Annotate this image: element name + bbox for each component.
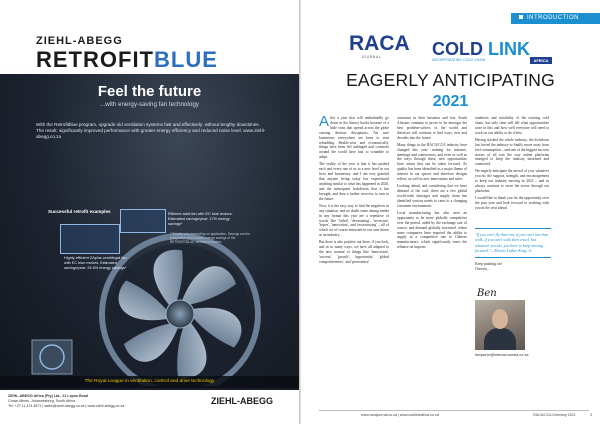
retrofit-examples-label: Successful retrofit examples <box>48 209 111 214</box>
africa-tag: AFRICA <box>530 57 552 64</box>
fan-hub <box>166 300 194 328</box>
paragraph: Many things in the RACA/CCA industry have changed this year: training for instance, meetings and conferences, and even as well as the ways through these, new opportunities have arisen that can be taken forward. As quality has been identified as a major theme of interest in our spaces and therefore designs reflect, as well as new innovations and safer. <box>397 142 467 182</box>
article-column-2 <box>397 116 467 252</box>
paragraph: Looking ahead, and considering that we have demand of the cool, there are a few global world-wide shortages and supply chain has identified various needs to cater to a changing consumer environment. <box>397 184 467 208</box>
paragraph: Local manufacturing has also seen an opportunity to be more globally competitive over the period, aided by the exchange rate of course, and demand globally increased, where some companies have reported the ability to supply at a competitive rate to Chinese manufacturers, which significantly eases the reliance on imports. <box>397 210 467 250</box>
address-line-3: Tel: +27 11 474 4671 | sales@ziehl-abegg.co.za | www.ziehl-abegg.co.za <box>8 403 125 408</box>
article-column-3 <box>475 116 549 213</box>
coldlink-word-a: COLD <box>432 39 483 59</box>
paragraph: The reality of the year is that it has pushed each and every one of us to a new level in our lives and businesses, and I am very grateful that anyone living today has experienced anything similar to what has happened in 2020, and the subsequent lockdowns that it has brought, and then a further recovery to turn to the future. <box>319 162 389 201</box>
footer-divider <box>319 410 589 411</box>
advert-page <box>0 0 299 424</box>
address-company: ZIEHL-ABEGG Africa (Pty) Ltd., 21 Lepus Road <box>8 394 88 398</box>
signoff-line-1: Keep pushing on! <box>475 262 502 266</box>
retrofit-blue-logo <box>36 47 218 73</box>
paragraph: I would like to thank you for the opportunity over the past year and look forward to working with you in the year ahead. <box>475 196 549 210</box>
address-line-2: Crown Mines, Johannesburg, South Africa <box>8 398 76 403</box>
paragraph: But there is also positive out there, if you look, and in so many ways, we have all adapted to the new normal of things like 'innovation', 'success', 'growth', 'opportunity', 'global competitiveness', and 'persistence'. <box>319 240 389 264</box>
article-headline: EAGERLY ANTICIPATING <box>346 70 555 90</box>
section-label <box>511 13 600 24</box>
raca-journal-subtitle: JOURNAL <box>361 55 382 59</box>
advert-subheadline: ...with energy-saving fan technology <box>100 101 199 108</box>
drop-cap: A <box>319 113 330 130</box>
savings-footnote: * Results vary depending on application. Savings are the prospective and realistic energy savings of the RETROFITBLUE ventilation solution. <box>170 232 250 244</box>
coldlink-word-b: LINK <box>488 39 531 59</box>
paragraph: Now, it is the easy way to find the negatives in any situation, and no doubt some among media in any format this year are a repetitive of words like 'failed', 'devastating', 'recession', 'hopes', 'innovation', and 'restructuring' – all of which we of course entrusted in our own future as an industry. <box>319 203 389 238</box>
paragraph: Having stacked the whole industry, the lockdown has forced the industry to finally move away from fuel consumption – and one of the biggest success stories of all was the way online platforms emerged to keep the industry informed and connected. <box>475 137 549 167</box>
example-caption-a: Highly-efficient ZAplus centrifugal fan with EC blue motors. Estimated savings/year: 26.6% energy savings* <box>64 256 127 270</box>
paragraph: outcomes in their business and lots. South Africans continue to prove to be amongst the best problem-solvers in the world and therefore will continue to find ways, new and decades into the future. <box>397 116 467 140</box>
blue-word: BLUE <box>154 47 218 72</box>
example-caption-b: Efficient axial fan with EC blue motors. Estimated savings/year: 27% energy savings* <box>168 212 233 226</box>
article-year: 2021 <box>432 93 469 110</box>
editor-email[interactable]: benjamin@interact-media.co.za <box>475 353 529 357</box>
editor-signature: Ben <box>477 288 497 299</box>
paragraph: readiness and suitability of the existing cold chain, but only time will tell what opportunities arise in this and how well everyone will need to work on our ability to do it best. <box>475 116 549 135</box>
footer-websites[interactable]: www.racajournal.co.za | www.coldlinkafrica.co.za <box>361 413 439 417</box>
brand-name-small: ZIEHL-ABEGG <box>36 35 123 47</box>
example-photo-b <box>120 209 166 233</box>
editor-photo-face <box>492 309 508 329</box>
advert-intro-text: With the Retrofitblue program, upgrade old ventilation systems fast and effectively: without lengthy downtimes. The result: significantly improved performance with greater energy efficiency and reduced noise level. www.ziehl-abegg.co.za <box>36 122 266 140</box>
editor-photo-shirt <box>484 328 516 350</box>
paragraph-text: fter a year that will undoubtedly go down in the history books because of a little virus that spread across the globe causing devious disruptions, I'm sure businesses everywhere are keen to start rebuilding. Health-wise and economically, things have been left unhinged and countries around the world have had to scramble to adapt. <box>319 116 389 160</box>
paragraph <box>319 113 389 160</box>
paragraph: We eagerly anticipate the arrival of you, whatever you do, the support, strength, and encouragement to keep our industry moving in 2021 – and as always continue to serve the sector through our platforms. <box>475 169 549 194</box>
signoff-line-2: Cheerio, <box>475 267 488 272</box>
article-column-1 <box>319 113 389 267</box>
example-photo-a <box>60 224 120 254</box>
coldlink-africa-logo <box>432 39 530 60</box>
royal-league-tagline: The Royal League in ventilation, control and drive technology <box>0 376 299 388</box>
section-label-text: INTRODUCTION <box>527 15 579 21</box>
signoff <box>475 262 551 272</box>
company-address <box>8 394 208 408</box>
page-number: 3 <box>590 413 592 417</box>
ziehl-abegg-logo: ZIEHL-ABEGG <box>211 396 273 406</box>
footer-issue: RACA/CCA Directory 2021 <box>533 413 576 417</box>
coldlink-subtitle: INCORPORATING COLD CHAIN <box>432 58 486 62</box>
advert-headline: Feel the future <box>97 83 202 100</box>
editor-photo <box>475 300 525 350</box>
editorial-page <box>301 0 600 424</box>
square-bullet-icon <box>519 15 523 19</box>
raca-journal-logo: RACA <box>349 32 410 55</box>
pull-quote: "If you can't fly then run, if you can't run then walk, if you can't walk then crawl, but whatever you do, you have to keep moving forward." – Martin Luther King, Jr. <box>475 228 551 258</box>
retrofit-word: RETROFIT <box>36 47 154 72</box>
